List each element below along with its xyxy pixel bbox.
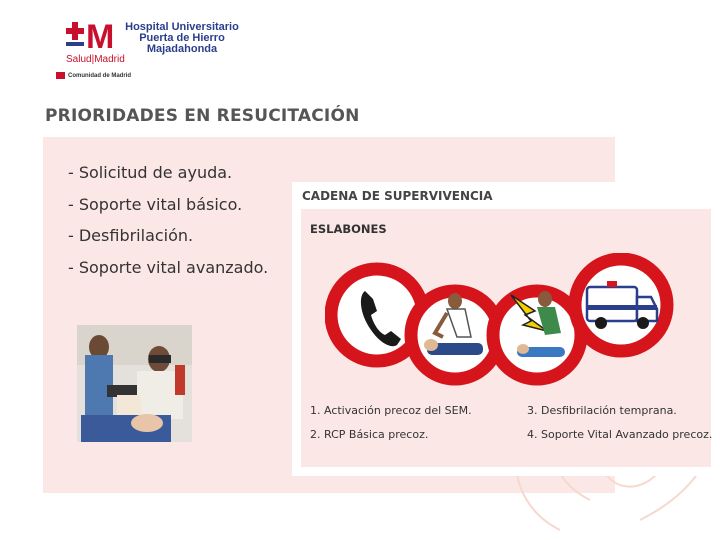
salud-madrid-wordmark: Salud|Madrid [66, 54, 125, 65]
list-item: - Desfibrilación. [68, 226, 194, 245]
comunidad-flag-icon [56, 72, 65, 79]
chain-links [325, 253, 675, 388]
list-item: - Solicitud de ayuda. [68, 163, 233, 182]
chain-step-3: 3. Desfibrilación temprana. [527, 404, 677, 417]
chain-step-2: 2. RCP Básica precoz. [310, 428, 429, 441]
chain-step-1: 1. Activación precoz del SEM. [310, 404, 472, 417]
hospital-name: Hospital Universitario Puerta de Hierro Majadahonda [125, 21, 239, 55]
priorities-list [68, 163, 268, 289]
chain-link-ambulance [575, 259, 667, 351]
chain-link-cpr [411, 291, 499, 379]
chain-link-defibrillation [493, 291, 581, 379]
svg-text:M: M [86, 18, 115, 54]
list-item: - Soporte vital avanzado. [68, 257, 269, 277]
comunidad-madrid-label: Comunidad de Madrid [56, 72, 131, 79]
hospital-logo [62, 14, 242, 80]
chain-title: CADENA DE SUPERVIVENCIA [302, 189, 493, 203]
page-title: PRIORIDADES EN RESUCITACIÓN [45, 106, 360, 126]
list-item: - Soporte vital básico. [68, 194, 243, 214]
chain-subtitle: ESLABONES [310, 222, 387, 236]
salud-madrid-mark-icon [62, 18, 120, 54]
chain-step-4: 4. Soporte Vital Avanzado precoz. [527, 428, 713, 441]
resuscitation-scene-icon [77, 325, 192, 442]
resuscitation-photo [77, 325, 192, 442]
